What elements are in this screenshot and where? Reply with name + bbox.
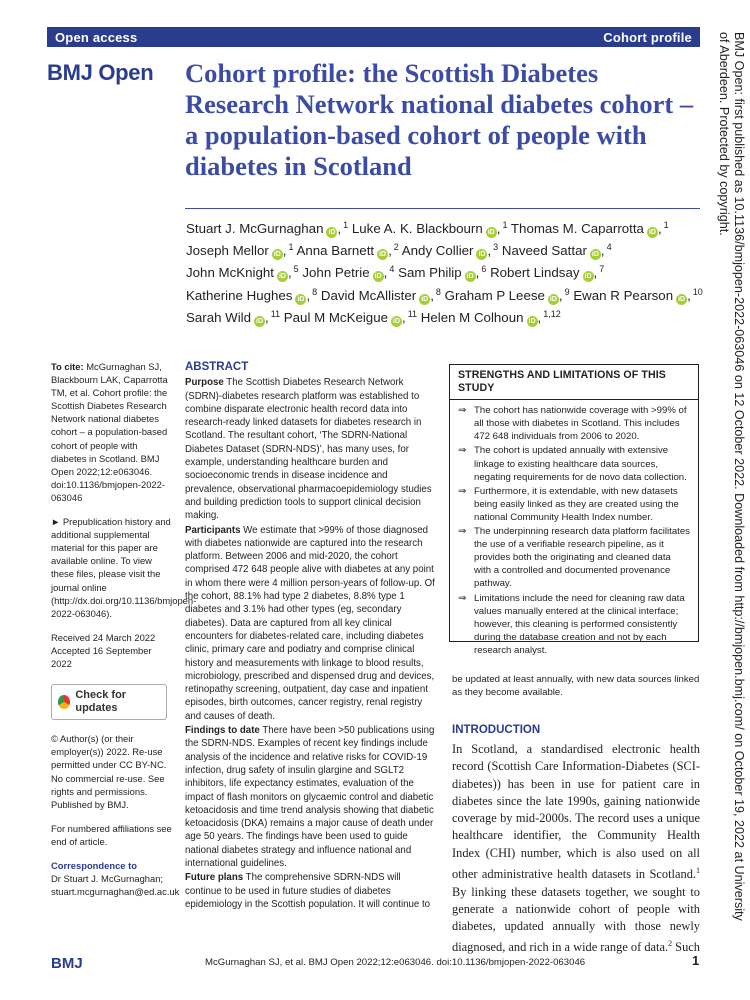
affiliation-number: 6 (481, 264, 487, 275)
author-name[interactable]: Helen M Colhoun (420, 309, 524, 325)
author: Paul M McKeigue iD , $^{11}$ (283, 308, 418, 325)
future-label: Future plans (185, 872, 244, 884)
author-name[interactable]: Graham P Leese (444, 287, 545, 303)
participants-text: We estimate that >99% of those diagnosed with diabetes nationwide are captured into the research platform. Between 2006 and mid-2020, the cohort comprised 472 648 people alive with diabetes at any point in whom there were 4 million person-years of follow-up. Of the cohort, 88.1% had type 2 diabetes, 8.8% type 1 diabetes and 3.1% had other types (eg, secondary diabetes). Data are captured from all key clinical encounters for diabetes-related care, including diabetes clinic, primary care and podiatry and comprise clinical history and measurements with linkage to blood results, microbiology, prescribed and dispensed drug and devices, retinopathy screening, outpatient, day case and inpatient episodes, birth outcomes, cancer registry, renal registry and causes of death. (185, 524, 435, 722)
affiliation-number: 4 (389, 264, 395, 275)
cite-label: To cite: (51, 361, 84, 372)
author: Anna Barnett iD , $^2$ (296, 242, 399, 259)
article-title: Cohort profile: the Scottish Diabetes Research Network national diabetes cohort – a population-based cohort of people with diabetes in Scotland (185, 58, 694, 181)
affiliation-number: 1 (663, 220, 669, 230)
author: Katherine Hughes iD , $^8$ (186, 286, 318, 303)
intro-part-2: By linking these datasets together, we sought to generate a nationwide cohort of people with diabetes, updated annually with those newly diagnosed, and rich in a wide range of data. (452, 884, 700, 955)
author-name[interactable]: David McAllister (320, 287, 417, 303)
abstract-purpose (185, 376, 437, 522)
affiliation-number: 1,12 (543, 308, 561, 319)
author: Thomas M. Caparrotta iD , $^1$ (510, 220, 669, 236)
orcid-icon[interactable]: iD (273, 251, 281, 259)
citation-block (51, 360, 173, 504)
affiliation-number: 1 (288, 242, 294, 253)
introduction-heading: INTRODUCTION (452, 724, 541, 736)
abstract-continuation: be updated at least annually, with new data sources linked as they become available. (452, 674, 700, 699)
intro-part-1: In Scotland, a standardised electronic health record (Scottish Care Information-Diabetes (SCI-diabetes)) has been in use for patient care in diabetes since the late 1990s, gaining nationwide coverage by mid-2000s. The record uses a unique healthcare identifier, the Community Health Index (CHI) number, which is also used on all other administrative health datasets in Scotland. (452, 742, 700, 882)
author-name[interactable]: Naveed Sattar (501, 243, 587, 259)
title-divider (185, 208, 700, 209)
orcid-icon[interactable]: iD (487, 229, 495, 236)
correspondence-name: Dr Stuart J. McGurnaghan; (51, 873, 164, 885)
introduction-text (452, 741, 700, 957)
author: Naveed Sattar iD , $^4$ (501, 242, 612, 259)
orcid-icon[interactable]: iD (297, 295, 305, 303)
affiliation-number: 11 (407, 308, 418, 319)
open-access-label: Open access (55, 29, 138, 45)
orcid-icon[interactable]: iD (421, 295, 429, 303)
orcid-icon[interactable]: iD (528, 317, 536, 325)
abstract-future (185, 871, 437, 911)
author-name[interactable]: Luke A. K. Blackbourn (351, 221, 483, 236)
orcid-icon[interactable]: iD (478, 251, 486, 259)
affiliations-note: For numbered affiliations see end of article. (51, 822, 172, 847)
orcid-icon[interactable]: iD (393, 317, 400, 325)
side-notice (716, 32, 750, 937)
findings-text: There have been >50 publications using the SDRN-NDS. Examples of recent key findings include analysis of the incidence and relative risks for COVID-19 infection, drug safety of insulin glargine and SGLT2 inhibitors, life expectancy estimates, evaluation of the impact of flash monitors on glycaemic control and diabetic ketoacidosis and time trend analysis showing that diabetic ketoacidosis (DKA) remains a major cause of death under age 50 years. The findings have been used to guide national diabetes strategy and influence national and international guidelines. (185, 725, 435, 869)
affiliation-number: 9 (564, 286, 570, 297)
cite-text: McGurnaghan SJ, Blackbourn LAK, Caparrotta TM, et al. Cohort profile: the Scottish Diabetes Research Network national diabetes cohort – a population-based cohort of people with diabetes in Scotland. BMJ Open 2022;12:e063046. doi:10.1136/bmjopen-2022-063046 (51, 361, 168, 503)
list-item: ⇒ The underpinning research data platform facilitates the use of a verifiable research pipeline, as it provides both the originating and cleaned data with a controlled and documented provenance pathway. (458, 525, 690, 590)
affiliation-number: 7 (599, 264, 605, 275)
check-updates-label: Check for updates (75, 689, 127, 715)
future-text: The comprehensive SDRN-NDS will continue to be used in future studies of diabetes epidemiology in the Scottish population. It will continue to (185, 872, 431, 910)
findings-label: Findings to date (185, 725, 260, 737)
author: David McAllister iD , $^8$ (320, 286, 441, 303)
list-item: ⇒ The cohort has nationwide coverage with >99% of all those with diabetes in Scotland. This includes 472 648 individuals from 2006 to 2020. (458, 404, 690, 443)
orcid-icon[interactable]: iD (584, 273, 592, 281)
list-item: ⇒ Limitations include the need for cleaning raw data values manually entered at the clinical interface; however, this cleaning is performed consistently during the database creation and not by each research analyst. (458, 592, 690, 657)
author: Sam Philip iD , $^6$ (398, 264, 487, 281)
accepted-date: Accepted 16 September 2022 (51, 644, 152, 669)
affiliation-number: 10 (692, 286, 703, 297)
copyright-note: © Author(s) (or their employer(s)) 2022. Re-use permitted under CC BY-NC. No commercial re-use. See rights and permissions. Published by BMJ. (51, 733, 167, 810)
author-name[interactable]: Katherine Hughes (186, 287, 293, 303)
affiliation-number: 8 (435, 286, 441, 297)
correspondence-heading: Correspondence to (51, 860, 137, 871)
check-for-updates-button[interactable] (51, 684, 167, 720)
orcid-icon[interactable]: iD (379, 251, 387, 259)
participants-label: Participants (185, 524, 241, 536)
author-name[interactable]: Sarah Wild (186, 309, 252, 325)
strengths-list (458, 404, 690, 657)
abstract-heading: ABSTRACT (185, 361, 249, 373)
strengths-divider (450, 399, 698, 400)
author-name[interactable]: Anna Barnett (296, 243, 375, 259)
author: Luke A. K. Blackbourn iD , $^1$ (351, 220, 508, 236)
prepub-note[interactable]: ► Prepublication history and additional supplemental material for this paper are available online. To view these files, please visit the journal online (http://dx.doi.org/10.1136/bmjopen-2022-063046). (51, 516, 197, 619)
correspondence-email[interactable]: stuart.mcgurnaghan@ed.ac.uk (51, 886, 180, 898)
purpose-label: Purpose (185, 377, 224, 389)
orcid-icon[interactable]: iD (374, 273, 382, 281)
author: Stuart J. McGurnaghan iD , $^1$ (186, 220, 349, 236)
strengths-heading: STRENGTHS AND LIMITATIONS OF THIS STUDY (458, 369, 666, 395)
purpose-text: The Scottish Diabetes Research Network (SDRN)-diabetes research platform was established to combine disparate electronic health record data into research-ready linked datasets for diabetes research in Scotland. The resultant cohort, ‘The SDRN-National Diabetes Dataset (SDRN-NDS)’, has many uses, for example, understanding healthcare burden and socioeconomic trends in disease incidence and prevalence, observational pharmacoepidemiology studies and building prediction tools to support clinical decision making. (185, 377, 432, 522)
abstract-participants (185, 524, 437, 723)
author-name[interactable]: Andy Collier (401, 243, 474, 259)
author: Graham P Leese iD , $^9$ (444, 286, 570, 303)
affiliation-number: 8 (312, 286, 318, 297)
affiliation-number: 5 (293, 264, 299, 275)
reference-2[interactable]: 2 (668, 939, 673, 949)
received-date: Received 24 March 2022 (51, 631, 156, 643)
intro-part-3: Such (672, 940, 700, 955)
author: Helen M Colhoun iD , $^{1,12}$ (420, 308, 561, 325)
page-number: 1 (692, 953, 700, 968)
list-item: ⇒ The cohort is updated annually with extensive linkage to existing healthcare data sources, negating requirements for de novo data collection. (458, 444, 690, 483)
crossmark-icon (58, 695, 70, 709)
orcid-icon[interactable]: iD (328, 229, 336, 236)
author: John McKnight iD , $^5$ (186, 264, 299, 281)
orcid-icon[interactable]: iD (678, 295, 686, 303)
abstract-findings (185, 724, 437, 870)
author-name[interactable]: Sam Philip (398, 265, 462, 281)
author-name[interactable]: John Petrie (302, 265, 370, 281)
affiliation-number: 1 (343, 220, 349, 230)
affiliation-number: 11 (270, 308, 281, 319)
side-notice-text: BMJ Open: first published as 10.1136/bmjopen-2022-063046 on 12 October 2022. Downloaded from http://bmjopen.bmj.com/ on October 19, 2022 at University of Aberdeen. Protected by copyright. (717, 32, 746, 921)
sidebar (51, 360, 197, 898)
author-name[interactable]: Stuart J. McGurnaghan (186, 221, 324, 236)
orcid-icon[interactable]: iD (648, 229, 656, 236)
article-type-label: Cohort profile (603, 29, 692, 45)
reference-1[interactable]: 1 (696, 866, 700, 876)
author: John Petrie iD , $^4$ (302, 264, 395, 281)
author: Sarah Wild iD , $^{11}$ (186, 308, 281, 325)
strengths-limitations-box (449, 364, 699, 656)
orcid-icon[interactable]: iD (591, 251, 599, 259)
orcid-icon[interactable]: iD (256, 317, 264, 325)
affiliation-number: 2 (393, 242, 399, 253)
top-banner (47, 27, 700, 47)
affiliation-number: 1 (502, 220, 508, 230)
author-name[interactable]: Thomas M. Caparrotta (510, 221, 644, 236)
affiliation-number: 3 (493, 242, 499, 253)
author: Ewan R Pearson iD , $^{10}$ (573, 286, 703, 303)
orcid-icon[interactable]: iD (278, 273, 286, 281)
list-item: ⇒ Furthermore, it is extendable, with new datasets being easily linked as they are created using the national Community Health Index number. (458, 485, 690, 524)
abstract (185, 361, 437, 912)
author: Andy Collier iD , $^3$ (401, 242, 499, 259)
journal-logo: BMJ Open (47, 60, 154, 85)
orcid-icon[interactable]: iD (549, 295, 557, 303)
footer-logo: BMJ (51, 955, 83, 972)
orcid-icon[interactable]: iD (466, 273, 474, 281)
author-name[interactable]: Joseph Mellor (186, 243, 269, 259)
author: Robert Lindsay iD , $^7$ (490, 264, 605, 281)
affiliation-number: 4 (606, 242, 612, 253)
author-list (186, 216, 706, 327)
footer-citation: McGurnaghan SJ, et al. BMJ Open 2022;12:e063046. doi:10.1136/bmjopen-2022-063046 (205, 957, 586, 968)
author-name[interactable]: John McKnight (186, 265, 274, 281)
author-name[interactable]: Ewan R Pearson (573, 287, 674, 303)
author: Joseph Mellor iD , $^1$ (186, 242, 294, 259)
author-name[interactable]: Paul M McKeigue (283, 309, 388, 325)
author-name[interactable]: Robert Lindsay (490, 265, 580, 281)
